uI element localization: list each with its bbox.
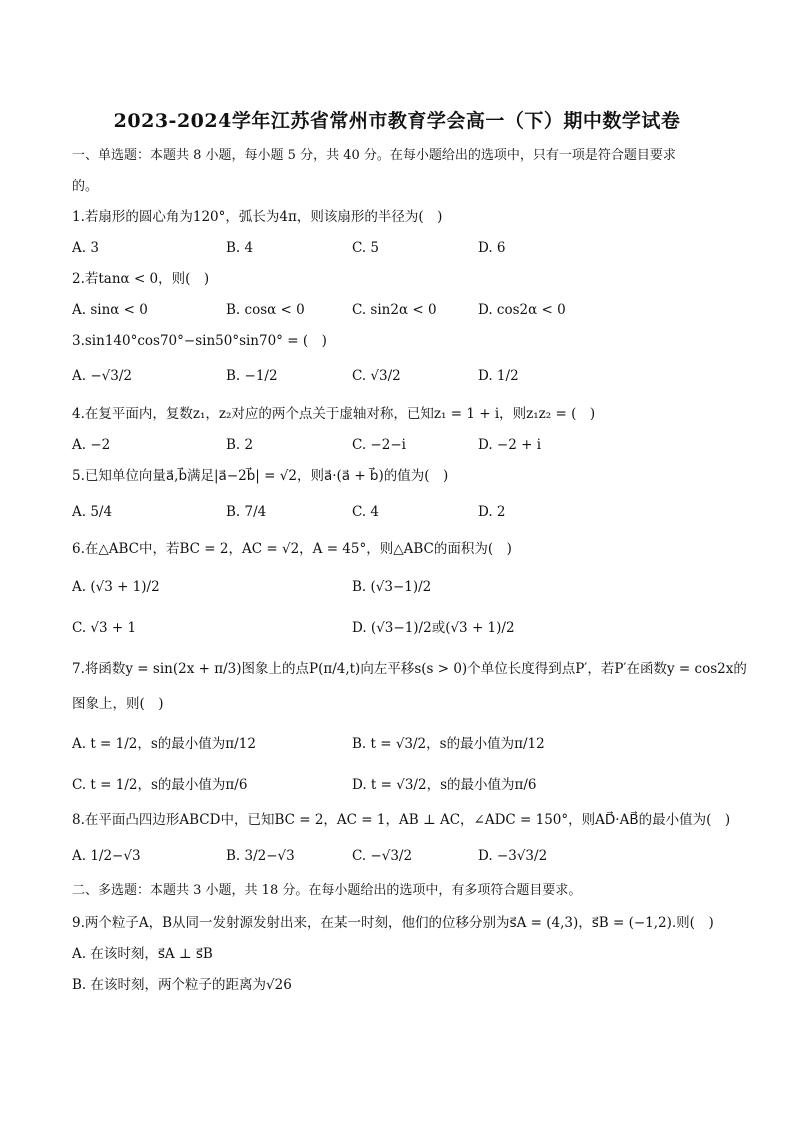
q7-option-a: A. t = 1/2，s的最小值为π/12 [72, 736, 256, 752]
q5-stem: 5.已知单位向量a⃗,b⃗满足|a⃗−2b⃗| = √2，则a⃗·(a⃗ + b⃗)的值为( ) [72, 468, 449, 484]
q1-stem: 1.若扇形的圆心角为120°，弧长为4π，则该扇形的半径为( ) [72, 209, 443, 225]
q4-stem: 4.在复平面内，复数z₁，z₂对应的两个点关于虚轴对称，已知z₁ = 1 + i，则z₁z₂ = ( ) [72, 406, 596, 422]
q9-option-b: B. 在该时刻，两个粒子的距离为√26 [72, 977, 292, 993]
q1-option-c: C. 5 [352, 240, 380, 256]
q8-option-a: A. 1/2−√3 [72, 848, 141, 864]
q3-stem: 3.sin140°cos70°−sin50°sin70° = ( ) [72, 333, 327, 349]
q2-option-a: A. sinα < 0 [72, 302, 148, 318]
q7-option-d: D. t = √3/2，s的最小值为π/6 [352, 777, 537, 793]
q4-option-c: C. −2−i [352, 437, 406, 453]
q1-option-a: A. 3 [72, 240, 99, 256]
q5-option-b: B. 7/4 [226, 504, 267, 520]
q6-option-a: A. (√3 + 1)/2 [72, 579, 160, 595]
q8-option-b: B. 3/2−√3 [226, 848, 295, 864]
q3-option-c: C. √3/2 [352, 368, 401, 384]
q2-option-c: C. sin2α < 0 [352, 302, 437, 318]
q1-option-d: D. 6 [478, 240, 506, 256]
q6-option-d: D. (√3−1)/2或(√3 + 1)/2 [352, 620, 515, 636]
q7-stem-line1: 7.将函数y = sin(2x + π/3)图象上的点P(π/4,t)向左平移s(s > 0)个单位长度得到点P′，若P′在函数y = cos2x的 [72, 661, 747, 677]
section-2-heading: 二、多选题：本题共 3 小题，共 18 分。在每小题给出的选项中，有多项符合题目要求。 [72, 883, 582, 898]
q4-option-b: B. 2 [226, 437, 254, 453]
q9-stem: 9.两个粒子A，B从同一发射源发射出来，在某一时刻，他们的位移分别为s⃗A = (4,3)，s⃗B = (−1,2).则( ) [72, 915, 714, 931]
q2-option-b: B. cosα < 0 [226, 302, 305, 318]
q2-stem: 2.若tanα < 0，则( ) [72, 271, 210, 287]
q3-option-a: A. −√3/2 [72, 368, 132, 384]
q6-option-b: B. (√3−1)/2 [352, 579, 432, 595]
q4-option-d: D. −2 + i [478, 437, 542, 453]
section-1-heading-line2: 的。 [72, 179, 99, 194]
q3-option-b: B. −1/2 [226, 368, 278, 384]
q8-option-d: D. −3√3/2 [478, 848, 548, 864]
q2-option-d: D. cos2α < 0 [478, 302, 566, 318]
q3-option-d: D. 1/2 [478, 368, 519, 384]
q7-option-b: B. t = √3/2，s的最小值为π/12 [352, 736, 545, 752]
q8-option-c: C. −√3/2 [352, 848, 413, 864]
q9-option-a: A. 在该时刻，s⃗A ⊥ s⃗B [72, 946, 213, 962]
q6-stem: 6.在△ABC中，若BC = 2，AC = √2，A = 45°，则△ABC的面积为( ) [72, 541, 512, 557]
section-1-heading-line1: 一、单选题：本题共 8 小题，每小题 5 分，共 40 分。在每小题给出的选项中，只有一项是符合题目要求 [72, 148, 676, 163]
q6-option-c: C. √3 + 1 [72, 620, 137, 636]
q1-option-b: B. 4 [226, 240, 254, 256]
q4-option-a: A. −2 [72, 437, 111, 453]
q5-option-d: D. 2 [478, 504, 506, 520]
q5-option-a: A. 5/4 [72, 504, 113, 520]
q7-option-c: C. t = 1/2，s的最小值为π/6 [72, 777, 248, 793]
q8-stem: 8.在平面凸四边形ABCD中，已知BC = 2，AC = 1，AB ⊥ AC，∠ADC = 150°，则AD⃗·AB⃗的最小值为( ) [72, 812, 731, 828]
q5-option-c: C. 4 [352, 504, 380, 520]
page-title: 2023-2024学年江苏省常州市教育学会高一（下）期中数学试卷 [113, 110, 681, 132]
q7-stem-line2: 图象上，则( ) [72, 696, 164, 712]
